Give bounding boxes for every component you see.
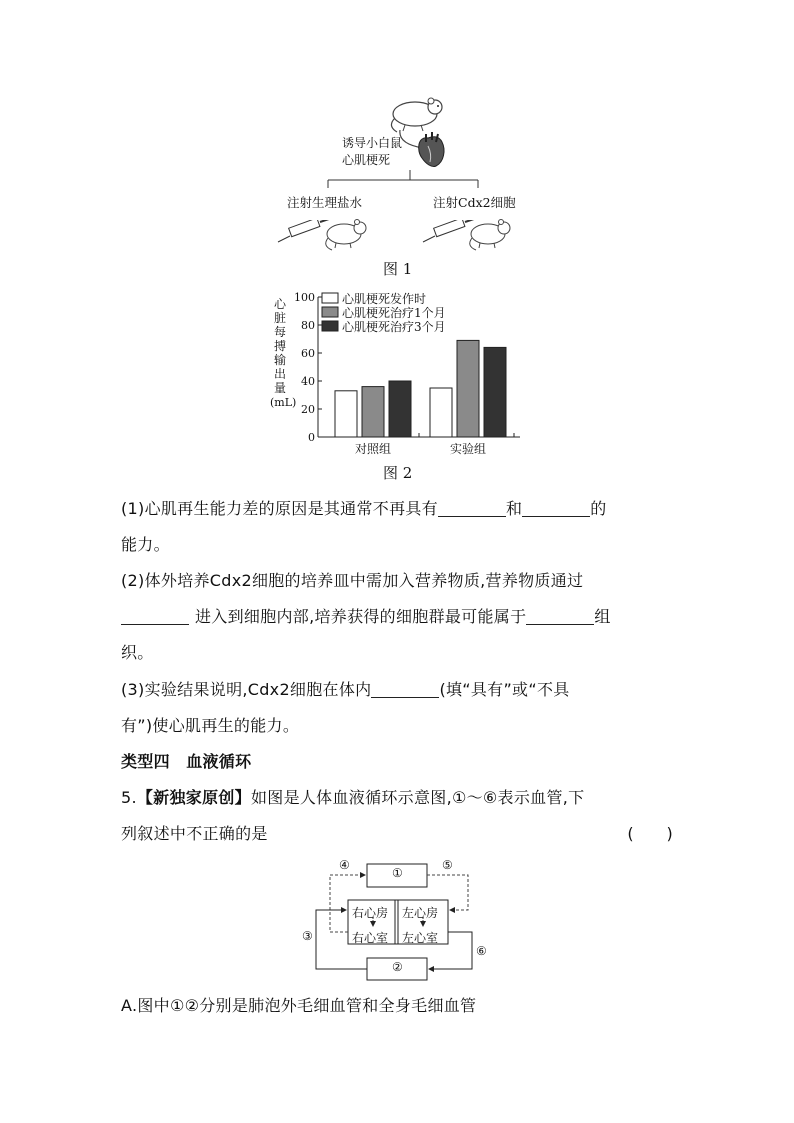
q3-text-b: (填“具有”或“不具 [439, 680, 570, 699]
q1-text-b: 和 [505, 499, 523, 518]
q2-blank-1[interactable] [121, 606, 189, 625]
chart-y-label-char: 心 [273, 297, 286, 311]
q3-text-a: (3)实验结果说明,Cdx2细胞在体内 [121, 680, 372, 699]
chart-y-label [273, 297, 287, 395]
chart-caption: 图 2 [383, 464, 413, 482]
legend-swatch [322, 321, 338, 331]
q1-text-d: 能力。 [121, 535, 170, 554]
vessel-5-label: ⑤ [442, 858, 453, 872]
induce-label-line2: 心肌梗死 [342, 153, 391, 167]
induce-label-line1: 诱导小白鼠 [342, 136, 403, 150]
y-tick-label: 20 [301, 403, 315, 416]
x-category-label: 实验组 [449, 442, 487, 456]
question-5 [121, 780, 681, 852]
figure-1-caption: 图 1 [383, 260, 413, 278]
bar [457, 340, 479, 437]
question-1 [121, 491, 681, 563]
q5-stem-b: 列叙述中不正确的是 [121, 824, 268, 843]
bar [362, 387, 384, 437]
q2-text-b: 进入到细胞内部,培养获得的细胞群最可能属于 [195, 607, 527, 626]
q2-blank-2[interactable] [526, 606, 594, 625]
q1-blank-1[interactable] [438, 498, 506, 517]
box-1-label: ① [392, 866, 403, 880]
branch-lines [310, 170, 510, 192]
legend-swatch [322, 307, 338, 317]
y-tick-label: 80 [301, 319, 315, 332]
mouse-icon [466, 212, 518, 252]
chart-y-unit: (mL) [270, 396, 297, 409]
heart-icon [414, 130, 448, 170]
option-a[interactable]: A.图中①②分别是肺泡外毛细血管和全身毛细血管 [121, 996, 477, 1015]
question-3 [121, 672, 681, 744]
legend-swatch [322, 293, 338, 303]
q1-blank-2[interactable] [522, 498, 590, 517]
chart-y-label-char: 出 [273, 367, 286, 381]
q3-blank[interactable] [371, 679, 439, 698]
chart-y-label-char: 脏 [273, 311, 286, 325]
y-tick-label: 60 [301, 347, 315, 360]
q2-text-c: 组 [594, 607, 611, 626]
vessel-3-label: ③ [302, 929, 313, 943]
right-atrium-label: 右心房 [352, 906, 389, 920]
bar [389, 381, 411, 437]
x-category-label: 对照组 [354, 442, 392, 456]
y-tick-label: 40 [301, 375, 315, 388]
q3-text-c: 有”)使心肌再生的能力。 [121, 716, 300, 735]
right-branch-label: 注射Cdx2细胞 [433, 195, 516, 210]
question-2 [121, 563, 681, 671]
chart-y-label-char: 搏 [273, 339, 286, 353]
q5-answer-bracket[interactable]: ( ) [627, 824, 673, 843]
mouse-icon [322, 212, 374, 252]
q1-text-c: 的 [590, 499, 607, 518]
box-2-label: ② [392, 960, 403, 974]
chart-y-label-char: 输 [273, 353, 286, 367]
y-tick-label: 100 [294, 291, 315, 304]
chart-y-label-char: 每 [273, 325, 286, 339]
q5-stem-a: 如图是人体血液循环示意图,①～⑥表示血管,下 [250, 788, 585, 807]
q1-text-a: (1)心肌再生能力差的原因是其通常不再具有 [121, 499, 438, 518]
right-ventricle-label: 右心室 [352, 931, 389, 945]
left-ventricle-label: 左心室 [402, 931, 439, 945]
q2-text-d: 织。 [121, 643, 154, 662]
q5-tag: 【新独家原创】 [136, 788, 251, 807]
legend-label: 心肌梗死治疗3个月 [342, 320, 446, 334]
bar [335, 391, 357, 437]
q5-number: 5. [121, 788, 137, 807]
rat-icon [385, 92, 445, 134]
bar [430, 388, 452, 437]
q2-text-a: (2)体外培养Cdx2细胞的培养皿中需加入营养物质,营养物质通过 [121, 571, 584, 590]
vessel-4-label: ④ [339, 858, 350, 872]
section-heading: 类型四 血液循环 [121, 752, 252, 771]
bar [484, 347, 506, 437]
y-tick-label: 0 [308, 431, 315, 444]
left-branch-label: 注射生理盐水 [287, 195, 363, 210]
vessel-6-label: ⑥ [476, 944, 487, 958]
left-atrium-label: 左心房 [402, 906, 439, 920]
bar-chart [290, 288, 530, 460]
chart-y-label-char: 量 [273, 381, 286, 395]
legend-label: 心肌梗死治疗1个月 [342, 306, 446, 320]
legend-label: 心肌梗死发作时 [342, 292, 427, 306]
